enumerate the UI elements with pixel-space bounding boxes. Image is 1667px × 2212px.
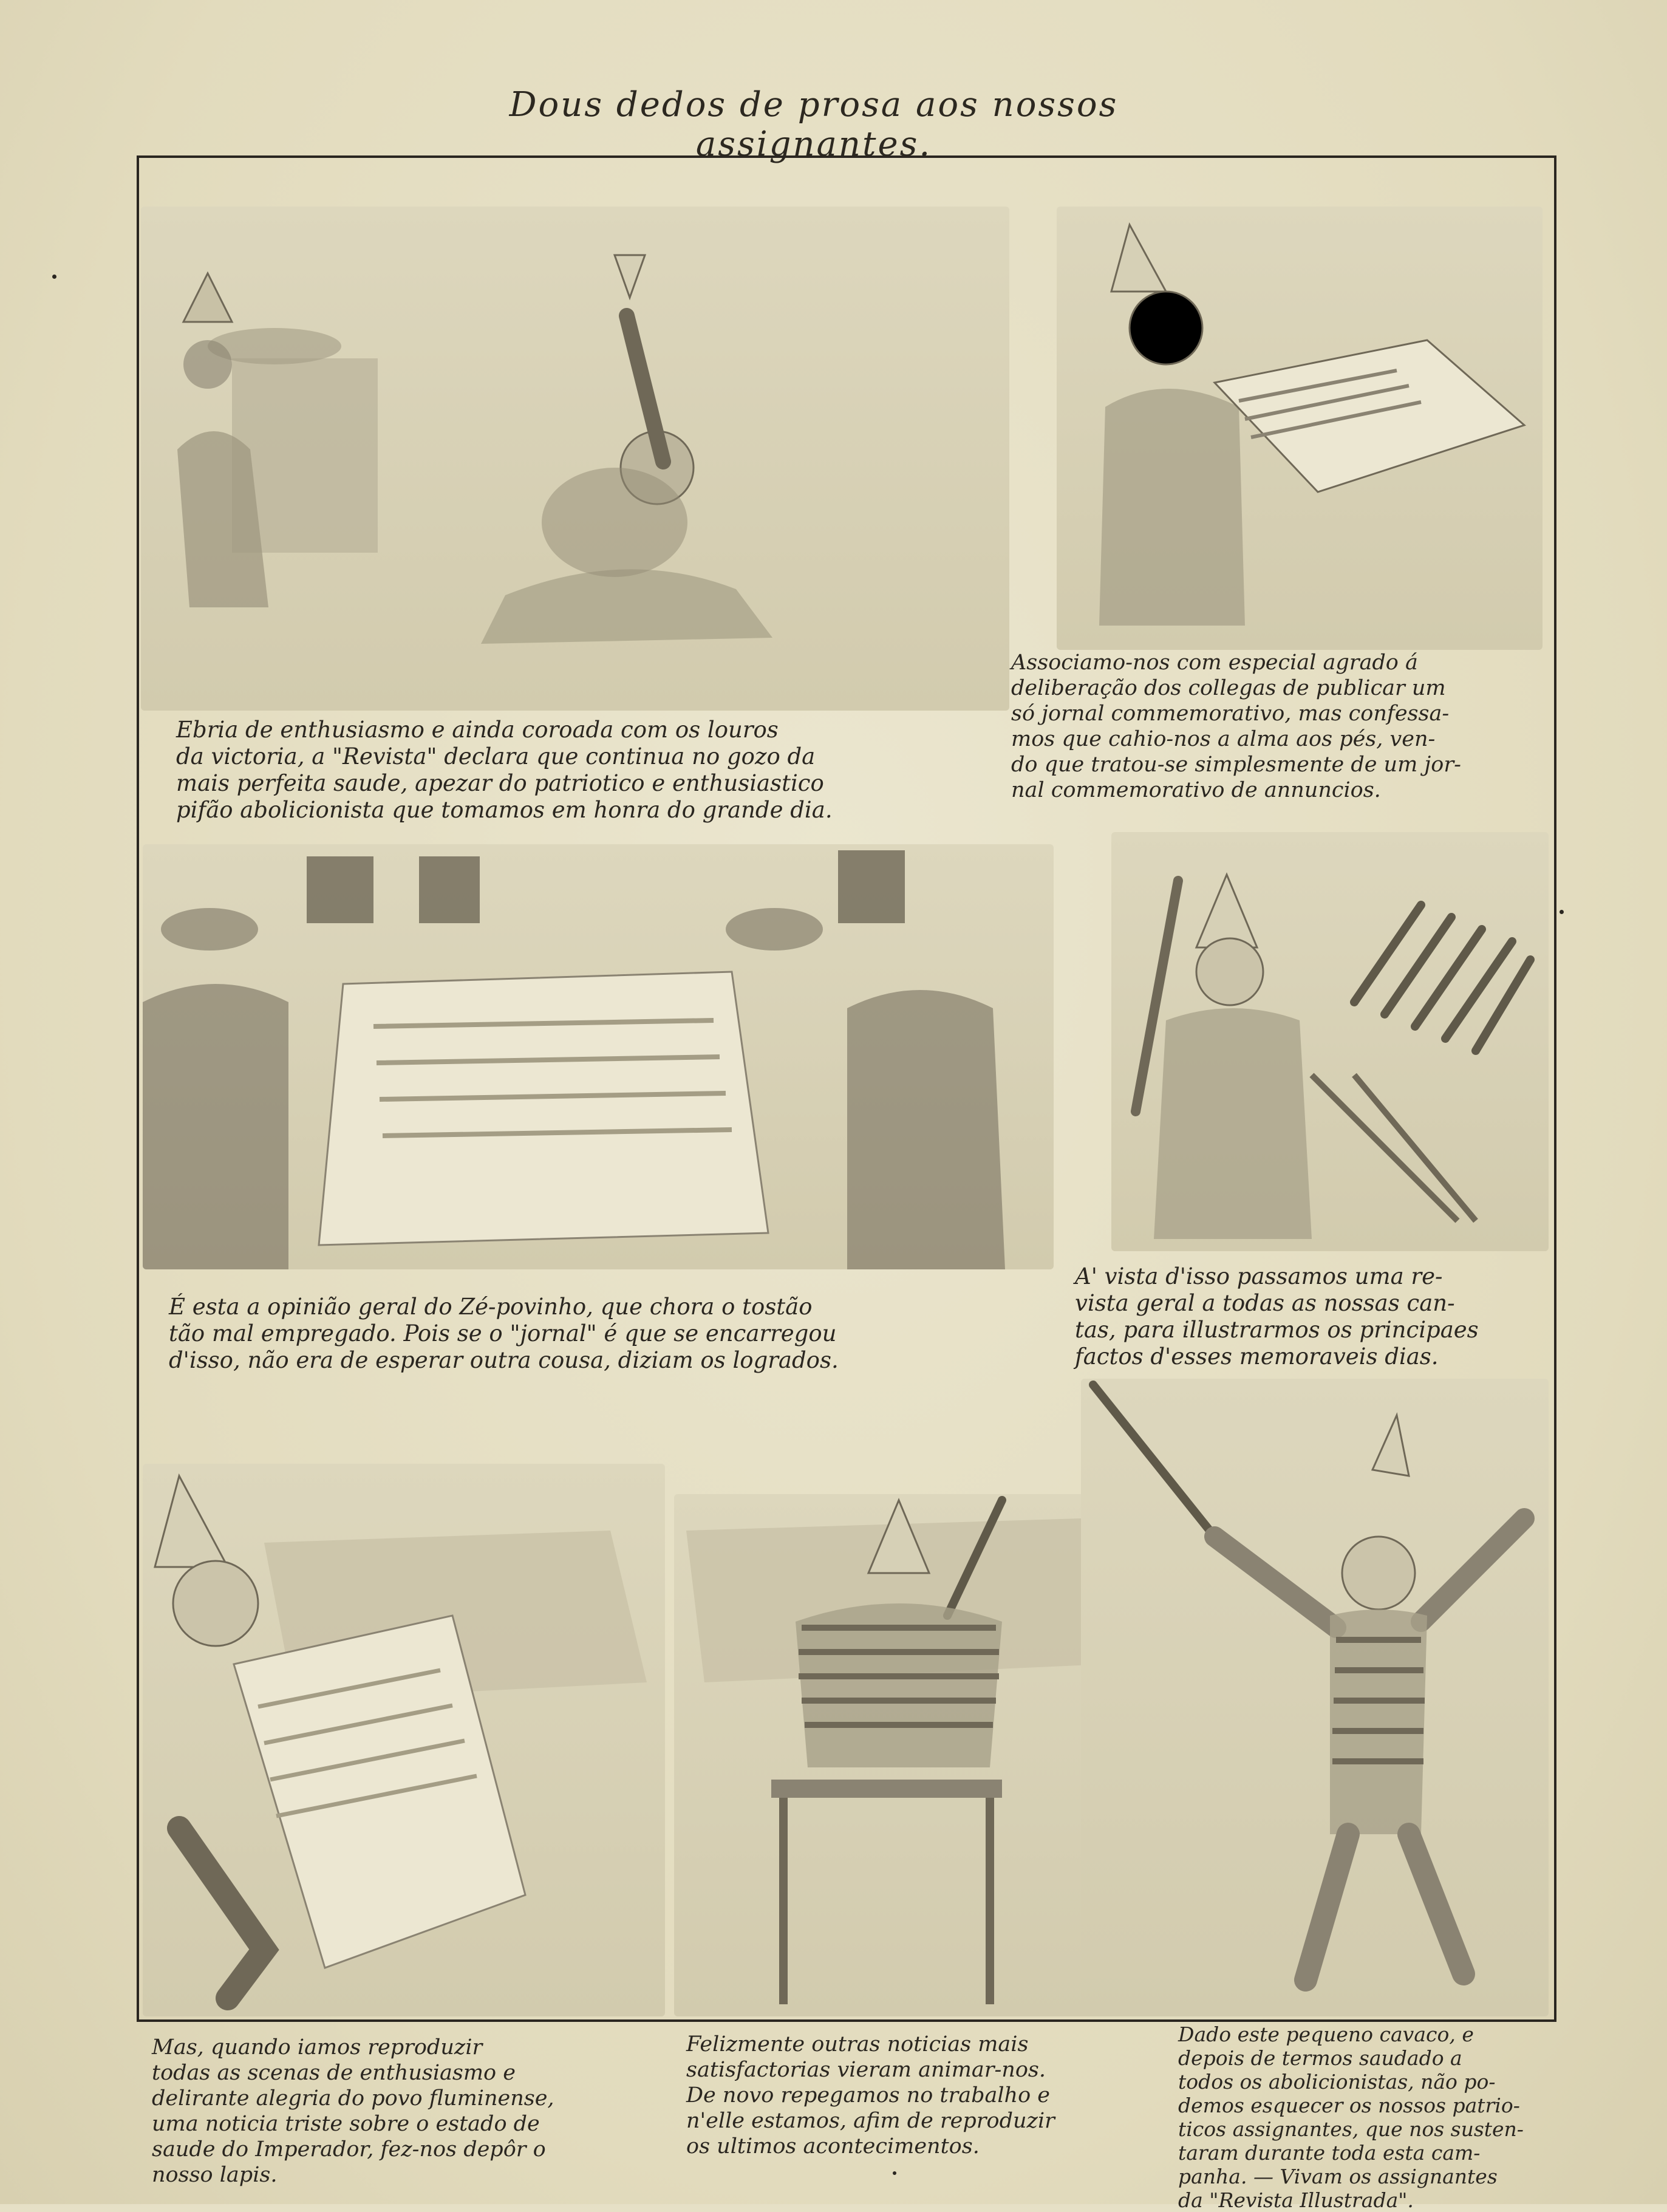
- caption-salute: Dado este pequeno cavaco, e depois de termos saudado a todos os abolicionistas, não po- demos esquecer os nossos patrio- ticos assignantes, que nos susten- taram durante toda esta cam- panha. — Vivam os assignantes da "Revista Illustrada".: [1178, 2023, 1524, 2212]
- salute-drawing: [1081, 1379, 1549, 2016]
- margin-dot: [893, 2171, 896, 2175]
- panel-reading-newspaper: [1057, 207, 1543, 650]
- panel-back-to-work: [674, 1494, 1111, 2016]
- caption-celebration: Ebria de enthusiasmo e ainda coroada com os louros da victoria, a "Revista" declara que continua no gozo da mais perfeita saude, apezar do patriotico e enthusiastico pifão abolicionista que tomamos em honra do grande dia.: [176, 717, 833, 823]
- celebration-drawing: [141, 207, 1009, 711]
- reading-drawing: [1057, 207, 1543, 650]
- margin-dot: [1560, 910, 1564, 914]
- panel-crowd: [143, 844, 1054, 1269]
- desk-back-drawing: [674, 1494, 1111, 2016]
- pencils-drawing: [1111, 832, 1549, 1251]
- desk-reading-drawing: [143, 1464, 665, 2016]
- panel-pencils: [1111, 832, 1549, 1251]
- caption-crowd: É esta a opinião geral do Zé-povinho, que chora o tostão tão mal empregado. Pois se o "jornal" é que se encarregou d'isso, não era de esperar outra cousa, diziam os logrados.: [169, 1294, 839, 1373]
- panel-celebration: [141, 207, 1009, 711]
- crowd-drawing: [143, 844, 1054, 1269]
- caption-back-to-work: Felizmente outras noticias mais satisfactorias vieram animar-nos. De novo repegamos no trabalho e n'elle estamos, afim de reproduzir os ultimos acontecimentos.: [686, 2032, 1055, 2159]
- panel-salute: [1081, 1379, 1549, 2016]
- caption-sad-news: Mas, quando iamos reproduzir todas as scenas de enthusiasmo e delirante alegria do povo fluminense, uma noticia triste sobre o estado de saude do Imperador, fez-nos depôr o nosso lapis.: [152, 2035, 554, 2187]
- caption-pencils: A' vista d'isso passamos uma re- vista geral a todas as nossas can- tas, para illustrarmos os principaes factos d'esses memoraveis dias.: [1075, 1263, 1479, 1370]
- page-title: Dous dedos de prosa aos nossos assignantes.: [509, 85, 1119, 164]
- caption-reading-newspaper: Associamo-nos com especial agrado á deliberação dos collegas de publicar um só jornal commemorativo, mas confessa- mos que cahio-nos a alma aos pés, ven- do que tratou-se simplesmente de um jor- nal commemorativo de annuncios.: [1011, 650, 1461, 802]
- panel-sad-news: [143, 1464, 665, 2016]
- margin-dot: [52, 275, 56, 279]
